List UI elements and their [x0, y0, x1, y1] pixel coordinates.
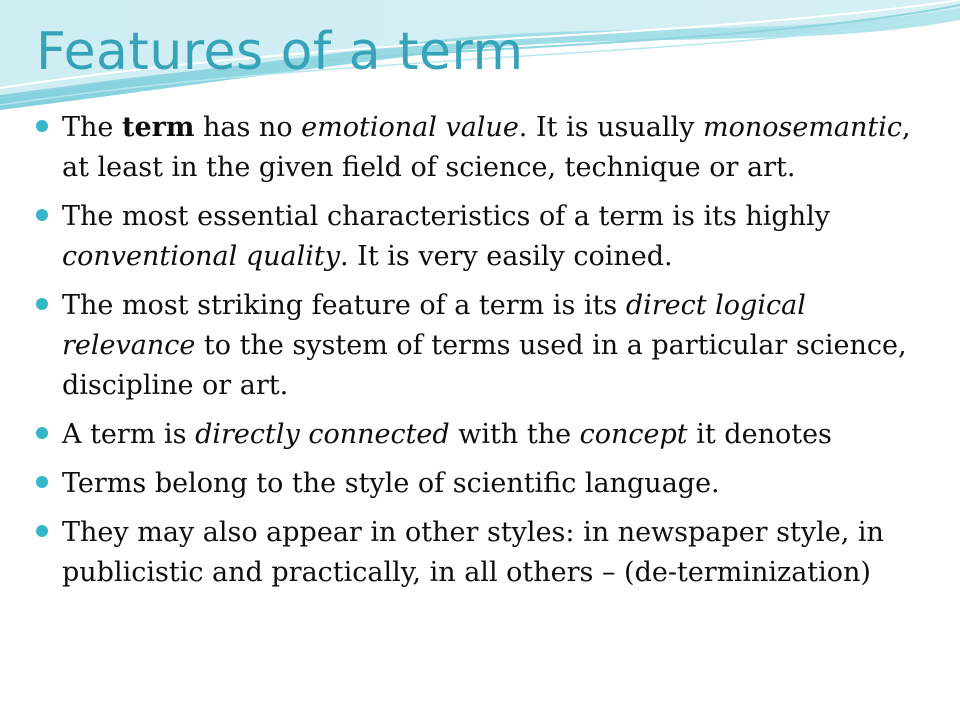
bullet-text-run: direct logical relevance: [62, 290, 806, 361]
bullet-text-run: with the: [449, 419, 580, 450]
bullet-dot-icon: [36, 298, 48, 310]
bullet-text-run: directly connected: [195, 419, 450, 450]
bullet-text-run: concept: [579, 419, 688, 450]
bullet-text-run: monosemantic: [702, 112, 903, 143]
bullet-text-run: . It is usually: [518, 112, 703, 143]
bullet-text-run: conventional quality: [62, 241, 340, 272]
slide-title: Features of a term: [36, 22, 524, 82]
bullet-text-run: The: [62, 112, 122, 143]
bullet-item: [36, 108, 916, 188]
bullet-item: [36, 513, 916, 593]
bullet-item: [36, 286, 916, 406]
bullet-text-run: it denotes: [687, 419, 832, 450]
bullet-text-run: to the system of terms used in a particular science, discipline or art.: [62, 330, 907, 401]
bullet-text-run: has no: [194, 112, 302, 143]
bullet-text-run: Terms belong to the style of scientific language.: [62, 468, 720, 499]
bullet-dot-icon: [36, 120, 48, 132]
bullet-text-run: The most striking feature of a term is its: [62, 290, 626, 321]
bullet-text-run: term: [121, 112, 195, 143]
bullet-dot-icon: [36, 427, 48, 439]
bullet-list: [36, 108, 916, 602]
bullet-dot-icon: [36, 209, 48, 221]
bullet-item: [36, 415, 916, 455]
bullet-text-run: The most essential characteristics of a term is its highly: [62, 201, 830, 232]
bullet-dot-icon: [36, 525, 48, 537]
bullet-item: [36, 464, 916, 504]
bullet-item: [36, 197, 916, 277]
bullet-text-run: . It is very easily coined.: [339, 241, 673, 272]
bullet-text-run: , at least in the given field of science, technique or art.: [62, 112, 911, 183]
bullet-dot-icon: [36, 476, 48, 488]
bullet-text-run: A term is: [62, 419, 196, 450]
bullet-text-run: They may also appear in other styles: in newspaper style, in publicistic and practically, in all others – (de-terminization): [62, 517, 884, 588]
bullet-text-run: emotional value: [301, 112, 519, 143]
